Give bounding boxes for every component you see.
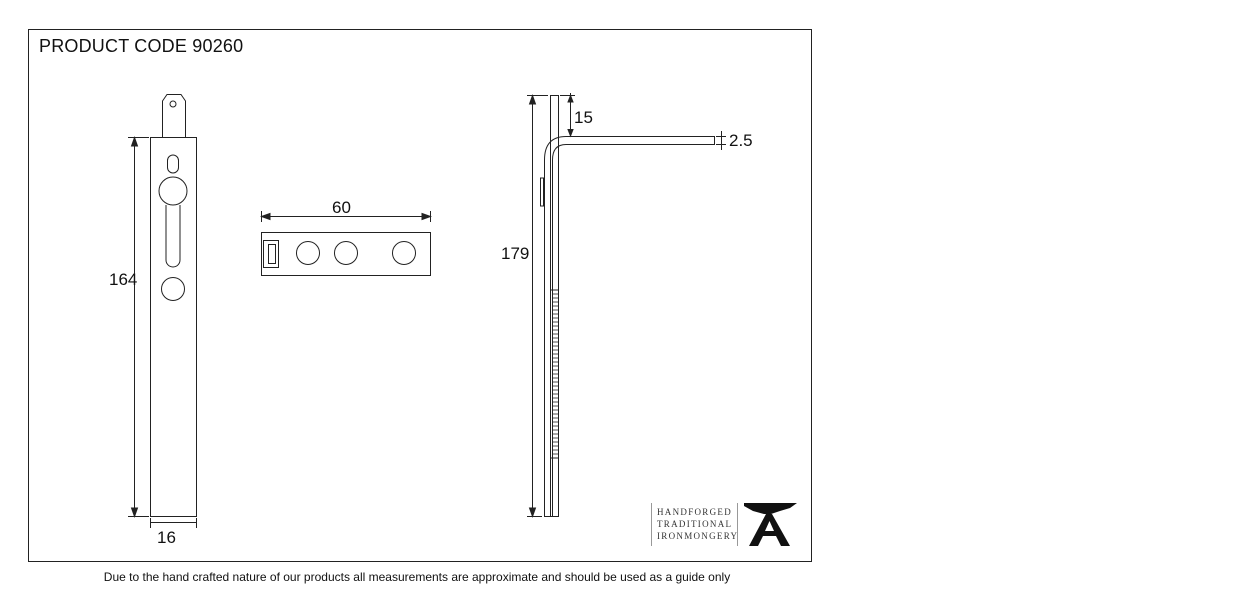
dim-179-label: 179 xyxy=(501,244,530,263)
bolt-front-view xyxy=(151,95,197,517)
product-code: PRODUCT CODE 90260 xyxy=(39,36,244,56)
keep-plate-view xyxy=(262,233,431,276)
dim-15-label: 15 xyxy=(574,108,593,127)
logo-line-1: HANDFORGED xyxy=(657,507,733,517)
dim-2-5-label: 2.5 xyxy=(729,131,753,150)
logo-line-2: TRADITIONAL xyxy=(657,519,733,529)
dim-60-label: 60 xyxy=(332,198,351,217)
dim-16-line xyxy=(151,518,197,528)
rack-teeth xyxy=(552,294,558,454)
dim-164-line xyxy=(128,138,149,517)
logo-line-3: IRONMONGERY xyxy=(657,531,739,541)
dim-16-label: 16 xyxy=(157,528,176,547)
logo-wordmark xyxy=(657,506,738,542)
footer-disclaimer: Due to the hand crafted nature of our products all measurements are approximate and should be used as a guide only xyxy=(103,570,731,584)
dim-164-label: 164 xyxy=(109,270,138,289)
bolt-side-view xyxy=(541,96,715,517)
dim-15-line xyxy=(560,93,575,136)
dim-2-5-line xyxy=(716,131,726,150)
anvil-logo-icon xyxy=(744,503,797,546)
